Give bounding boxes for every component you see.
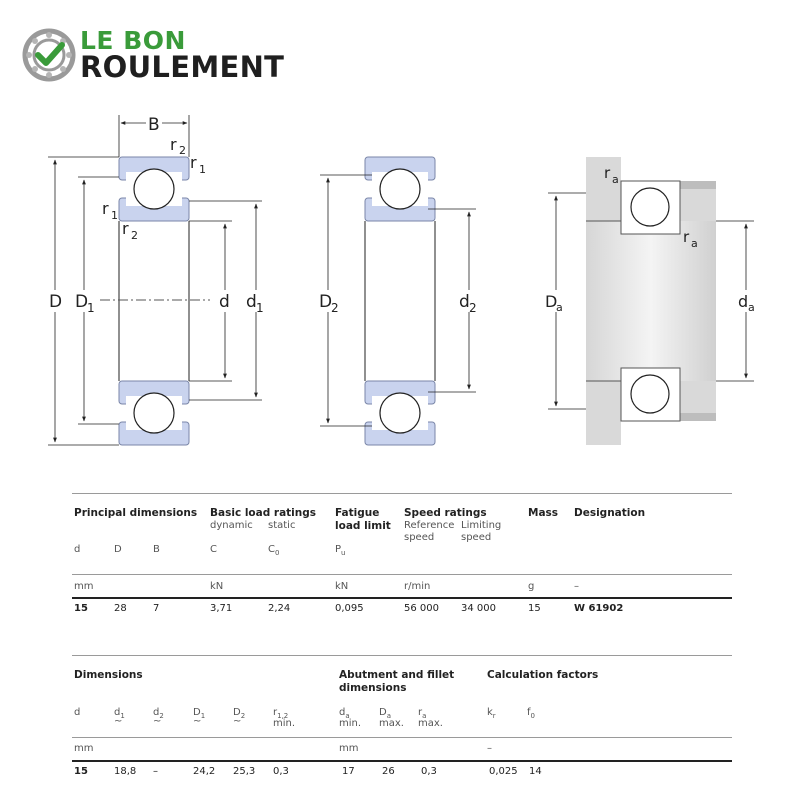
svg-text:a: a [556,301,563,314]
svg-text:2: 2 [331,301,339,315]
hdr-speed: Speed ratings [404,507,487,519]
sym2-D1: $D_1$ [193,707,206,720]
label-r1-top: r [190,153,197,172]
hdr-calc: Calculation factors [487,669,599,681]
val-lim-speed: 34 000 [461,603,496,614]
label-D1: D [75,292,89,312]
sym2-d1: $d_1$ [114,707,125,720]
svg-text:1: 1 [87,301,95,315]
sym-d: d [74,544,81,555]
val2-d: 15 [74,766,88,777]
sym2-D2: $D_2$ [233,707,246,720]
val2-D1: 24,2 [193,766,216,777]
sym2-kr: $k_r$ [487,707,496,720]
hdr-principal: Principal dimensions [74,507,198,519]
unit-mm: mm [74,581,94,592]
unit2-dash: – [487,743,492,754]
hdr-designation: Designation [574,507,646,519]
sym-Pu: $P_u$ [335,544,346,557]
dimensions-table: Dimensions Abutment and fillet dimensions Calculation factors d $d_1$ ~ $d_2$ ~ $D_1$ ~ $D_2$ ~ $r_{1,2}$ min. $d_a$ min. $D_a$ max. $r_a$ max. $k_r$ $f_0$ mm mm – 15 18,8 – 24,2 25,3 0,3 17 26 0,3 0,025 14 [74,669,599,777]
label-r1-side: r [102,199,109,218]
specs-table: Principal dimensions Basic load ratings dynamic static Fatigue load limit Speed ratings Reference speed Limiting speed Mass Designation d D B C $C_0$ $P_u$ mm kN kN r/min g – 15 28 7 3,71 2,24 0,095 56 000 34 000 15 W 61902 [74,507,646,614]
table2-mid-rule [72,737,732,738]
svg-text:a: a [612,173,619,186]
hdr-static: static [268,520,296,531]
sym2-d2: $d_2$ [153,707,164,720]
val-ref-speed: 56 000 [404,603,439,614]
unit2-mm: mm [74,743,94,754]
svg-text:a: a [748,301,755,314]
hdr-fatigue: Fatigue [335,507,380,519]
val2-d2: – [153,766,158,777]
label-D2: D [319,292,333,312]
val-C0: 2,24 [268,603,291,614]
sym-B: B [153,544,160,555]
label-r2-side: r [122,219,129,238]
hdr-reference: Reference [404,520,455,531]
label-d2: d [459,292,470,312]
logo-line1: LE BON [80,26,186,55]
sym2-d: d [74,707,81,718]
unit-rmin: r/min [404,581,431,592]
svg-text:1: 1 [199,163,206,176]
unit2-mm-2: mm [339,743,359,754]
val2-Da: 26 [382,766,395,777]
table2-unit-rule [72,760,732,762]
svg-text:2: 2 [131,229,138,242]
label-B: B [148,115,160,135]
svg-text:a: a [691,237,698,250]
label-r2-top: r [170,135,177,154]
sym-C: C [210,544,217,555]
label-d1: d [246,292,257,312]
val2-r12: 0,3 [273,766,289,777]
hdr-abutment: Abutment and fillet [339,669,455,681]
unit-kN-2: kN [335,581,349,592]
sym2-f0: $f_0$ [527,707,535,720]
val-designation: W 61902 [574,603,624,614]
svg-text:2: 2 [179,144,186,157]
unit-dash: – [574,581,579,592]
val-B: 7 [153,603,160,614]
svg-text:2: 2 [469,301,477,315]
hdr-basic: Basic load ratings [210,507,317,519]
label-D: D [49,292,63,312]
label-ra-top: r [604,164,611,182]
unit-kN: kN [210,581,224,592]
svg-text:1: 1 [111,209,118,222]
label-Da: D [545,292,558,311]
val-mass: 15 [528,603,541,614]
val-d: 15 [74,603,88,614]
logo-line2: ROULEMENT [80,50,285,84]
label-da: d [738,292,749,311]
val2-f0: 14 [529,766,542,777]
hdr-fatigue-2: load limit [335,520,391,532]
sym2-r12: $r_{1,2}$ [273,707,289,720]
val-Pu: 0,095 [335,603,364,614]
val-D: 28 [114,603,127,614]
sym-C0: $C_0$ [268,544,280,557]
hdr-dimensions: Dimensions [74,669,143,681]
label-d: d [219,292,230,312]
svg-text:1: 1 [256,301,264,315]
hdr-dynamic: dynamic [210,520,253,531]
val2-da: 17 [342,766,355,777]
sym-D: D [114,544,122,555]
sym2-ra: $r_a$ [418,707,427,720]
sym2-Da: $D_a$ [379,707,391,720]
unit-g: g [528,581,535,592]
val2-d1: 18,8 [114,766,137,777]
hdr-limiting: Limiting [461,520,502,531]
val-C: 3,71 [210,603,233,614]
sym2-da: $d_a$ [339,707,350,720]
val2-D2: 25,3 [233,766,256,777]
label-ra-side: r [683,228,690,246]
val2-ra: 0,3 [421,766,437,777]
hdr-mass: Mass [528,507,559,519]
val2-kr: 0,025 [489,766,518,777]
